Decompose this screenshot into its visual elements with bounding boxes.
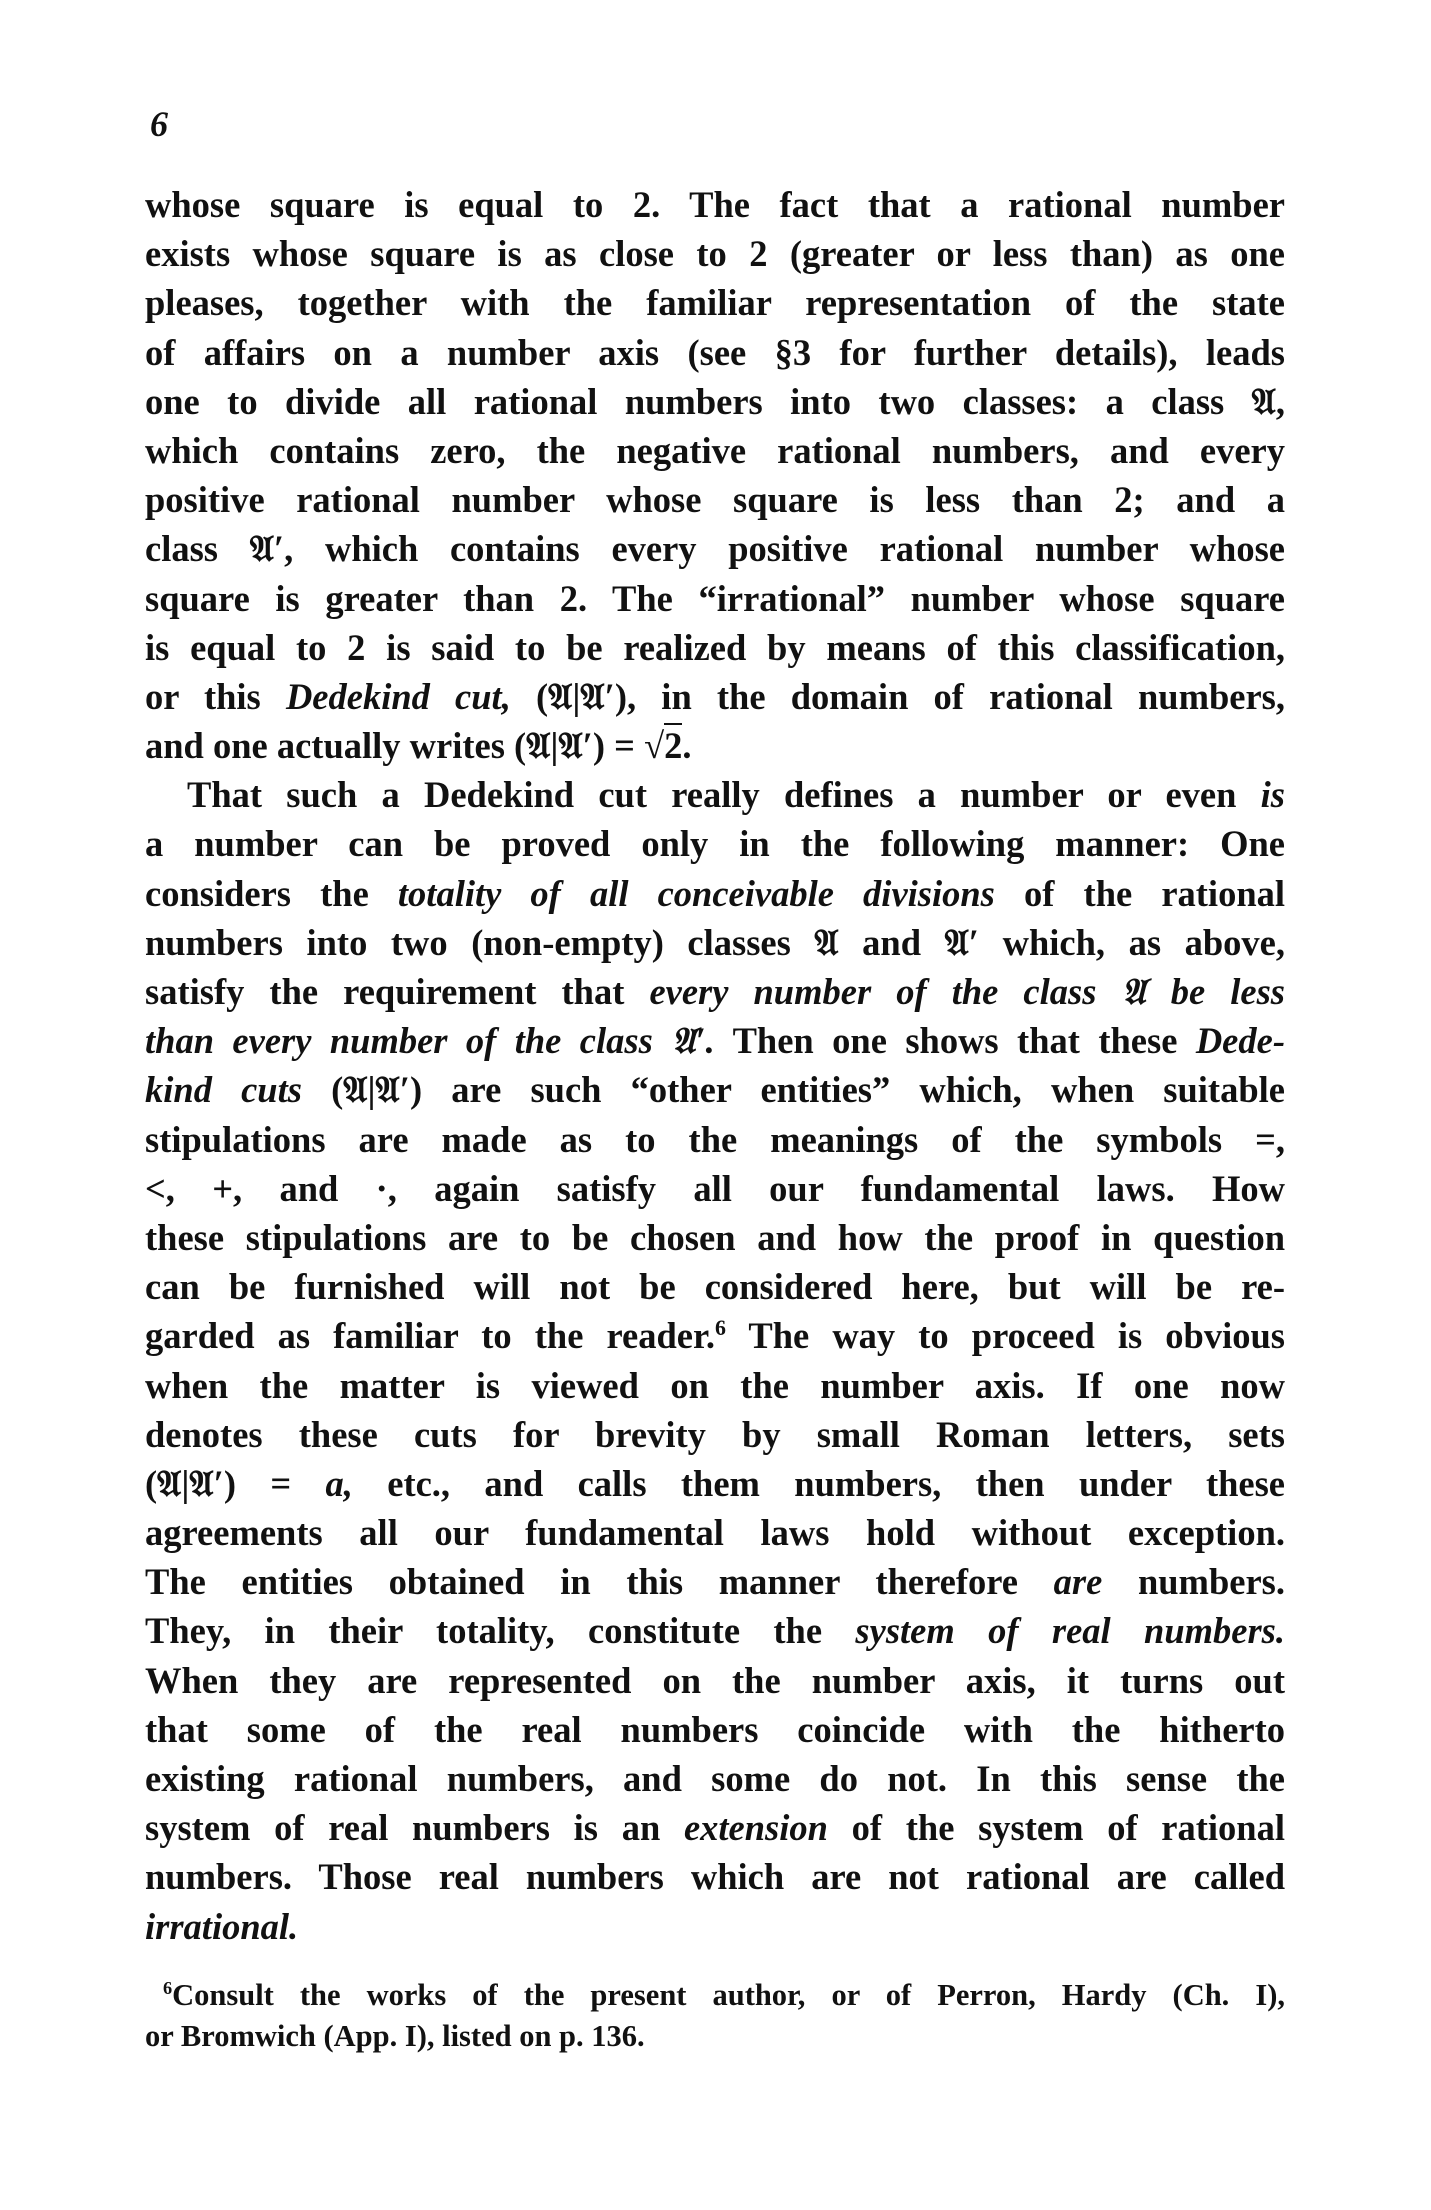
text-line: that some of the real numbers coincide with the hitherto bbox=[145, 1708, 1285, 1750]
text-line: of affairs on a number axis (see §3 for further details), leads bbox=[145, 331, 1285, 373]
text-line: irrational. bbox=[145, 1905, 299, 1947]
footnote-marker: 6 bbox=[163, 1977, 173, 1998]
text-line: exists whose square is as close to 2 (greater or less than) as one bbox=[145, 233, 1285, 275]
text-line: (𝔄|𝔄′) = a, etc., and calls them numbers, then under these bbox=[145, 1462, 1286, 1504]
text-line: garded as familiar to the reader.$^6$ The way to proceed is obvious bbox=[145, 1315, 1285, 1357]
text-line: When they are represented on the number axis, it turns out bbox=[145, 1659, 1285, 1701]
text-line: one to divide all rational numbers into two classes: a class 𝔄, bbox=[145, 380, 1285, 422]
text-line: these stipulations are to be chosen and how the proof in question bbox=[145, 1216, 1285, 1258]
text-line: whose square is equal to 2. The fact that a rational number bbox=[145, 184, 1285, 225]
text-line: agreements all our fundamental laws hold without exception. bbox=[145, 1512, 1285, 1554]
body-text bbox=[145, 180, 1285, 1951]
footnote-line: $^6$Consult the works of the present author, or of Perron, Hardy (Ch. I), bbox=[163, 1977, 1285, 2012]
text-line: existing rational numbers, and some do not. In this sense the bbox=[145, 1758, 1285, 1799]
text-line: pleases, together with the familiar representation of the state bbox=[145, 282, 1285, 324]
text-line: than every number of the class 𝔄′. Then one shows that these Dede- bbox=[145, 1020, 1285, 1062]
text-line: class 𝔄′, which contains every positive rational number whose bbox=[145, 528, 1285, 570]
text-line: positive rational number whose square is less than 2; and a bbox=[145, 479, 1285, 521]
text-line: denotes these cuts for brevity by small Roman letters, sets bbox=[145, 1413, 1285, 1455]
text-line: The entities obtained in this manner therefore are numbers. bbox=[145, 1561, 1285, 1603]
text-line: a number can be proved only in the following manner: One bbox=[145, 823, 1285, 865]
text-line: or this Dedekind cut, (𝔄|𝔄′), in the domain of rational numbers, bbox=[145, 675, 1286, 717]
text-line: system of real numbers is an extension of the system of rational bbox=[145, 1807, 1285, 1849]
page-number: 6 bbox=[150, 104, 168, 144]
text-line: is equal to 2 is said to be realized by means of this classification, bbox=[145, 626, 1285, 668]
text-line: That such a Dedekind cut really defines a number or even is bbox=[187, 774, 1285, 816]
footnote-ref: 6 bbox=[714, 1315, 726, 1341]
text-line: which contains zero, the negative rational numbers, and every bbox=[145, 429, 1285, 471]
text-line: and one actually writes (𝔄|𝔄′) = √2. bbox=[145, 725, 692, 767]
text-line: They, in their totality, constitute the system of real numbers. bbox=[145, 1610, 1285, 1652]
text-line: numbers. Those real numbers which are not rational are called bbox=[145, 1856, 1285, 1898]
text-line: considers the totality of all conceivable divisions of the rational bbox=[145, 872, 1286, 914]
radicand: 2 bbox=[664, 725, 683, 767]
text-line: stipulations are made as to the meanings of the symbols =, bbox=[145, 1118, 1285, 1160]
text-line: kind cuts (𝔄|𝔄′) are such “other entities” which, when suitable bbox=[145, 1069, 1285, 1111]
text-line: numbers into two (non-empty) classes 𝔄 and 𝔄′ which, as above, bbox=[145, 921, 1285, 963]
text-line: square is greater than 2. The “irrational” number whose square bbox=[145, 577, 1285, 619]
text-line: <, +, and ·, again satisfy all our fundamental laws. How bbox=[145, 1167, 1285, 1209]
footnote bbox=[145, 1975, 1285, 2057]
text-line: when the matter is viewed on the number axis. If one now bbox=[145, 1364, 1285, 1406]
footnote-line: or Bromwich (App. I), listed on p. 136. bbox=[145, 2019, 645, 2053]
text-line: can be furnished will not be considered here, but will be re- bbox=[145, 1266, 1285, 1308]
text-line: satisfy the requirement that every number of the class 𝔄 be less bbox=[145, 971, 1286, 1012]
